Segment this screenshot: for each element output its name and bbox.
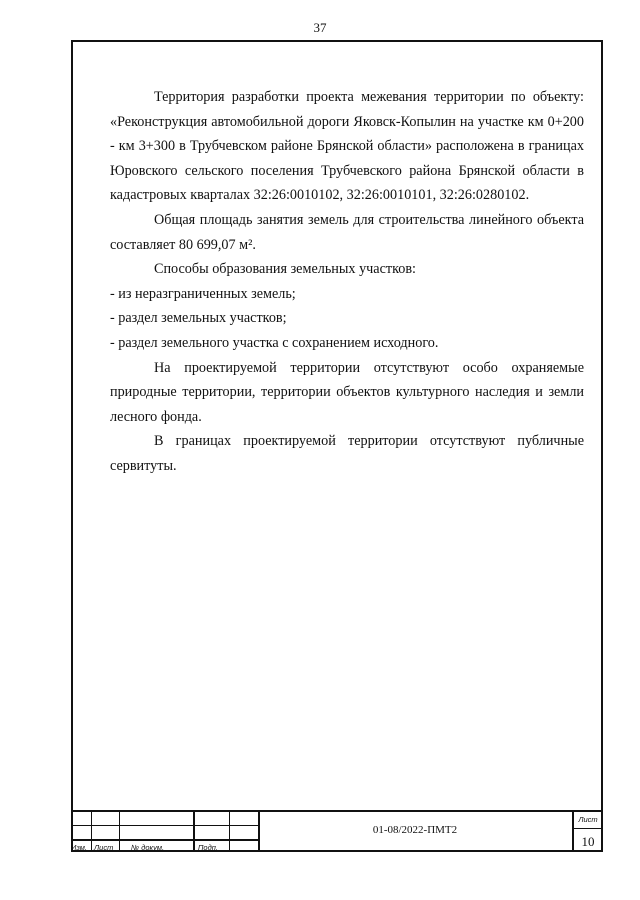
stamp-row-line [71, 825, 258, 826]
label-doc-number: № докум. [131, 843, 165, 852]
document-body [110, 85, 584, 479]
document-code: 01-08/2022-ПМТ2 [372, 824, 458, 836]
stamp-divider [91, 812, 92, 852]
label-signature: Подп. [198, 843, 218, 852]
paragraph-protected-areas: На проектируемой территории отсутствуют особо охраняемые природные территории, территории объектов культурного наследия и земли лесного фонда. [110, 359, 584, 425]
label-izm: Изм. [71, 843, 87, 852]
list-item-unallocated-lands: - из неразграниченных земель; [110, 285, 296, 302]
paragraph-territory: Территория разработки проекта межевания территории по объекту: «Реконструкция автомобильной дороги Яковск-Копылин на участке км 0+200 - км 3+300 в Трубчевском районе Брянской области» расположена в границах Юровского сельского поселения Трубчевского района Брянской области в кадастровых кварталах 32:26:0010102, 32:26:0010101, 32:26:0280102. [110, 89, 584, 204]
stamp-divider [229, 812, 230, 852]
stamp-divider [119, 812, 120, 852]
stamp-row-line [71, 839, 258, 841]
page-number: 37 [313, 20, 327, 35]
paragraph-easements: В границах проектируемой территории отсутствуют публичные сервитуты. [110, 433, 584, 474]
sheet-number: 10 [581, 834, 595, 849]
paragraph-total-area: Общая площадь занятия земель для строительства линейного объекта составляет 80 699,07 м². [110, 211, 584, 253]
sheet-label: Лист [578, 815, 598, 824]
list-item-plot-division: - раздел земельных участков; [110, 310, 287, 327]
label-list: Лист [94, 843, 114, 852]
paragraph-formation-methods: Способы образования земельных участков: [154, 261, 416, 278]
stamp-divider [193, 812, 195, 852]
list-item-division-keeping-original: - раздел земельного участка с сохранением исходного. [110, 334, 439, 351]
title-block [71, 810, 603, 852]
sheet-cell-divider [572, 828, 603, 829]
